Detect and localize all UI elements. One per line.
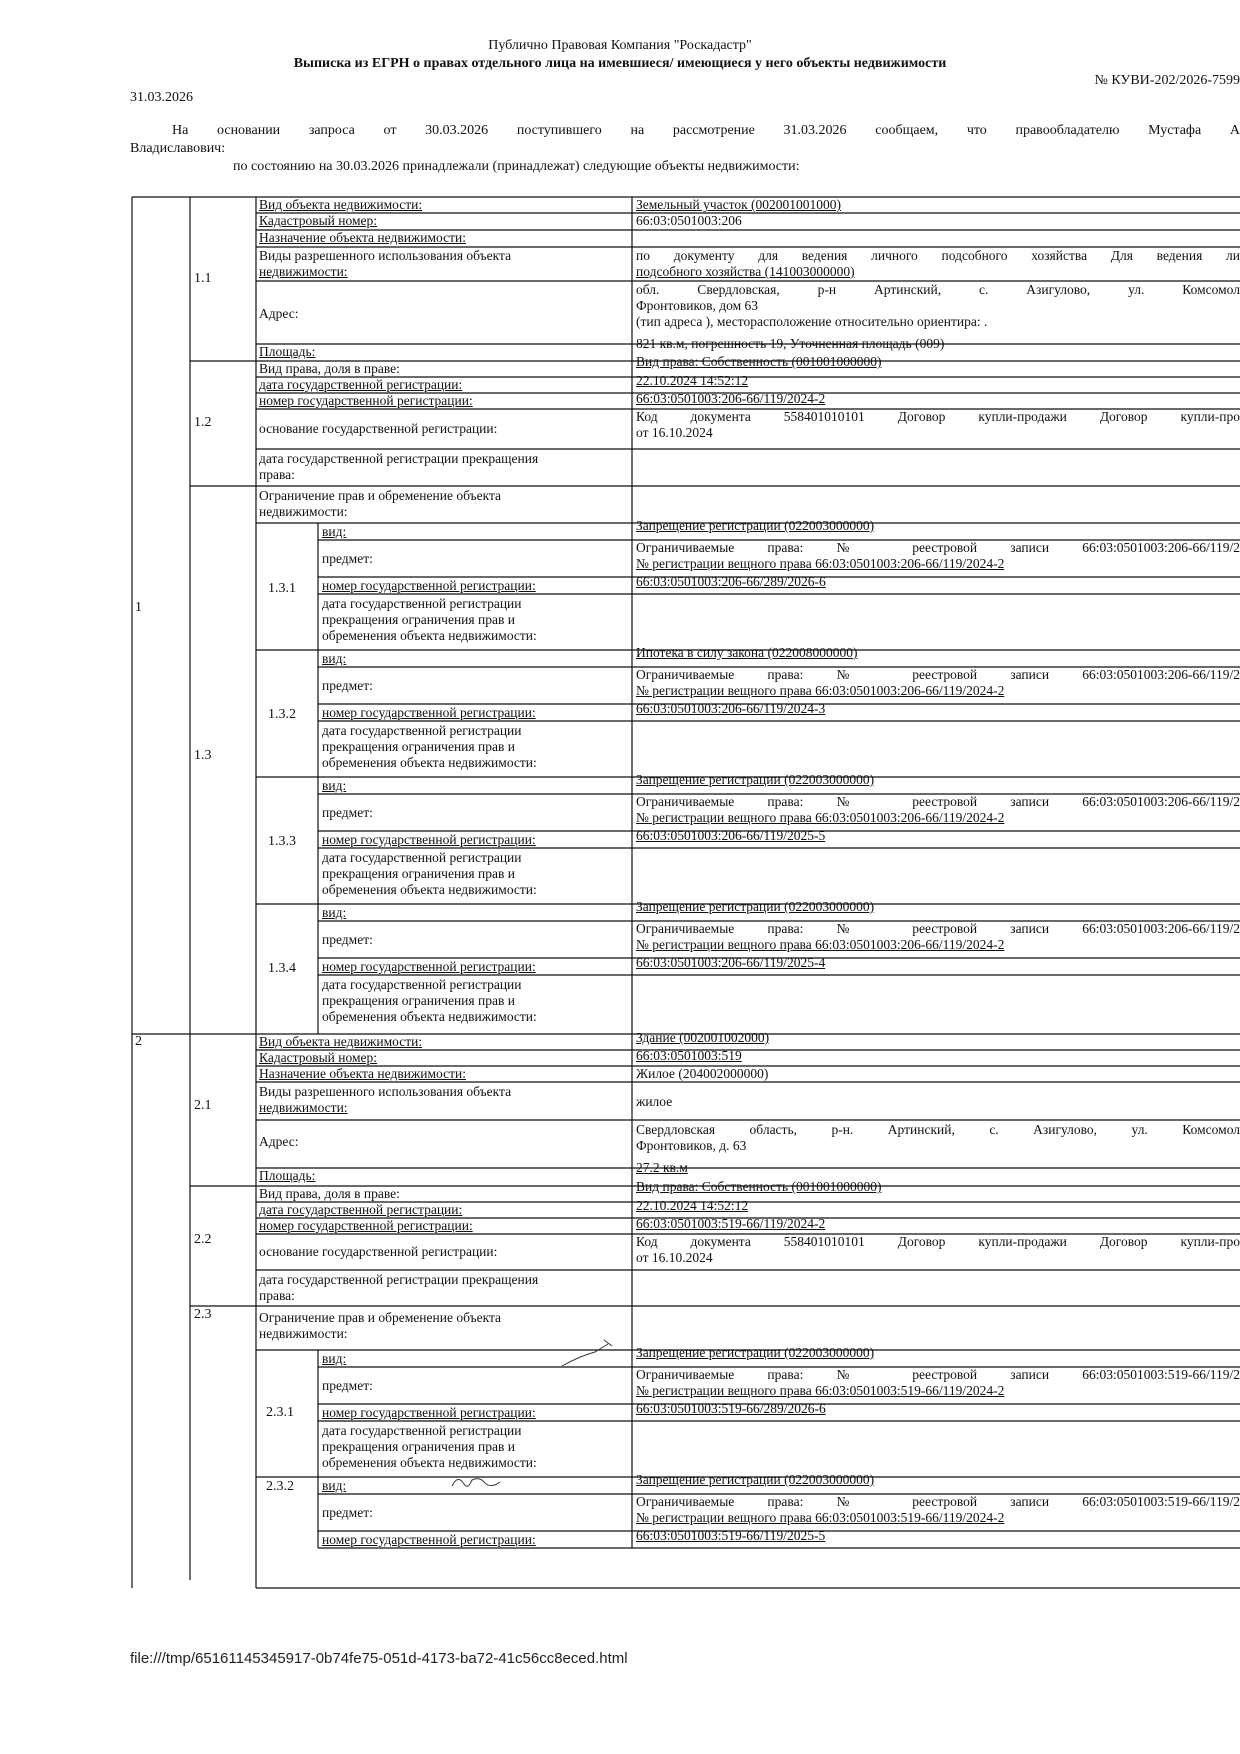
section-number: 1.3	[194, 748, 212, 763]
registration-basis-2: от 16.10.2024	[636, 425, 713, 440]
cadastral-number: 66:03:0501003:206	[636, 213, 742, 228]
label-encumbrance-reg-number: номер государственной регистрации:	[322, 832, 536, 847]
encumbrance-subject: Ограничиваемые права: № реестровой записи 66:03:0501003:206-66/119/2	[636, 540, 1240, 555]
label-encumbrance-end: дата государственной регистрации	[322, 1423, 522, 1438]
handwritten-mark	[560, 1336, 620, 1376]
label-registration-basis: основание государственной регистрации:	[259, 1244, 498, 1259]
address-line-2: Фронтовиков, дом 63	[636, 298, 758, 313]
label-termination-date-2: права:	[259, 1288, 295, 1303]
registration-basis-2: от 16.10.2024	[636, 1250, 713, 1265]
object-type: Земельный участок (002001001000)	[636, 197, 841, 212]
registration-date: 22.10.2024 14:52:12	[636, 1198, 749, 1213]
registration-basis: Код документа 558401010101 Договор купли-продажи Договор купли-про	[636, 409, 1240, 424]
label-encumbrance-2: недвижимости:	[259, 504, 348, 519]
label-encumbrance-end-2: прекращения ограничения прав и	[322, 612, 515, 627]
label-subject: предмет:	[322, 1378, 373, 1393]
label-encumbrance-end-2: прекращения ограничения прав и	[322, 866, 515, 881]
encumbrance-kind: Запрещение регистрации (022003000000)	[636, 1472, 875, 1487]
registration-number: 66:03:0501003:519-66/119/2024-2	[636, 1216, 826, 1231]
encumbrance-kind: Запрещение регистрации (022003000000)	[636, 772, 875, 787]
label-kind: вид:	[322, 1478, 347, 1493]
encumbrance-reg-number: 66:03:0501003:206-66/119/2024-3	[636, 701, 826, 716]
area: 821 кв.м, погрешность 19, Уточненная площадь (009)	[636, 336, 945, 351]
encumbrance-kind: Запрещение регистрации (022003000000)	[636, 518, 875, 533]
right-type: Вид права: Собственность (001001000000)	[636, 354, 882, 369]
label-encumbrance-reg-number: номер государственной регистрации:	[322, 959, 536, 974]
label-address: Адрес:	[259, 306, 299, 321]
encumbrance-reg-number: 66:03:0501003:519-66/119/2025-5	[636, 1528, 826, 1543]
encumbrance-subject-2: № регистрации вещного права 66:03:0501003:206-66/119/2024-2	[636, 937, 1005, 952]
label-purpose: Назначение объекта недвижимости:	[259, 230, 466, 245]
label-kind: вид:	[322, 1351, 347, 1366]
section-number: 1.2	[194, 415, 212, 430]
label-cadastral-number: Кадастровый номер:	[259, 1050, 378, 1065]
section-number: 1.1	[194, 271, 212, 286]
encumbrance-subject-2: № регистрации вещного права 66:03:0501003:206-66/119/2024-2	[636, 556, 1005, 571]
address-line-2: Фронтовиков, д. 63	[636, 1138, 747, 1153]
address-line-1: обл. Свердловская, р-н Артинский, с. Азигулово, ул. Комсомол	[636, 282, 1240, 297]
label-encumbrance-end-2: прекращения ограничения прав и	[322, 1439, 515, 1454]
encumbrance-subject: Ограничиваемые права: № реестровой записи 66:03:0501003:519-66/119/2	[636, 1367, 1240, 1382]
cadastral-number: 66:03:0501003:519	[636, 1048, 742, 1063]
purpose: Жилое (204002000000)	[636, 1066, 769, 1081]
address-line-1: Свердловская область, р-н. Артинский, с. Азигулово, ул. Комсомол	[636, 1122, 1240, 1137]
label-subject: предмет:	[322, 1505, 373, 1520]
document-number: № КУВИ-202/2026-7599	[1094, 73, 1240, 88]
encumbrance-subject-2: № регистрации вещного права 66:03:0501003:519-66/119/2024-2	[636, 1510, 1005, 1525]
registration-number: 66:03:0501003:206-66/119/2024-2	[636, 391, 826, 406]
label-encumbrance-end-3: обременения объекта недвижимости:	[322, 755, 537, 770]
label-cadastral-number: Кадастровый номер:	[259, 213, 378, 228]
label-termination-date: дата государственной регистрации прекращения	[259, 451, 539, 466]
encumbrance-kind: Ипотека в силу закона (022008000000)	[636, 645, 858, 660]
encumbrance-number: 1.3.2	[268, 707, 296, 722]
label-encumbrance-end-3: обременения объекта недвижимости:	[322, 1455, 537, 1470]
label-permitted-use: Виды разрешенного использования объекта	[259, 1084, 512, 1099]
label-permitted-use-2: недвижимости:	[259, 1100, 348, 1115]
label-registration-date: дата государственной регистрации:	[259, 377, 463, 392]
label-kind: вид:	[322, 524, 347, 539]
permitted-use-2: подсобного хозяйства (141003000000)	[636, 264, 855, 279]
label-registration-number: номер государственной регистрации:	[259, 1218, 473, 1233]
label-kind: вид:	[322, 778, 347, 793]
label-encumbrance-reg-number: номер государственной регистрации:	[322, 1532, 536, 1547]
section-number: 2.3	[194, 1307, 212, 1322]
handwritten-mark	[450, 1472, 510, 1494]
label-encumbrance-end-2: прекращения ограничения прав и	[322, 739, 515, 754]
section-number: 2.2	[194, 1232, 212, 1247]
label-encumbrance-end-3: обременения объекта недвижимости:	[322, 1009, 537, 1024]
label-area: Площадь:	[259, 344, 316, 359]
encumbrance-kind: Запрещение регистрации (022003000000)	[636, 899, 875, 914]
label-encumbrance-end-2: прекращения ограничения прав и	[322, 993, 515, 1008]
label-encumbrance-reg-number: номер государственной регистрации:	[322, 705, 536, 720]
label-encumbrance-2: недвижимости:	[259, 1326, 348, 1341]
area: 27.2 кв.м	[636, 1160, 688, 1175]
footer-url: file:///tmp/65161145345917-0b74fe75-051d-4173-ba72-41c56cc8eced.html	[130, 1650, 628, 1667]
encumbrance-number: 2.3.1	[266, 1405, 294, 1420]
label-right-type: Вид права, доля в праве:	[259, 361, 400, 376]
registration-date: 22.10.2024 14:52:12	[636, 373, 749, 388]
label-encumbrance-end: дата государственной регистрации	[322, 977, 522, 992]
label-encumbrance-end: дата государственной регистрации	[322, 850, 522, 865]
label-subject: предмет:	[322, 678, 373, 693]
label-termination-date-2: права:	[259, 467, 295, 482]
encumbrance-number: 1.3.4	[268, 961, 296, 976]
label-subject: предмет:	[322, 932, 373, 947]
encumbrance-number: 2.3.2	[266, 1479, 294, 1494]
permitted-use: по документу для ведения личного подсобного хозяйства Для ведения ли	[636, 248, 1240, 263]
registration-basis: Код документа 558401010101 Договор купли-продажи Договор купли-про	[636, 1234, 1240, 1249]
label-encumbrance-reg-number: номер государственной регистрации:	[322, 1405, 536, 1420]
encumbrance-subject: Ограничиваемые права: № реестровой записи 66:03:0501003:206-66/119/2	[636, 921, 1240, 936]
label-kind: вид:	[322, 651, 347, 666]
object-type: Здание (002001002000)	[636, 1030, 770, 1045]
encumbrance-reg-number: 66:03:0501003:519-66/289/2026-6	[636, 1401, 826, 1416]
label-termination-date: дата государственной регистрации прекращения	[259, 1272, 539, 1287]
encumbrance-subject: Ограничиваемые права: № реестровой записи 66:03:0501003:519-66/119/2	[636, 1494, 1240, 1509]
organization-name: Публично Правовая Компания "Роскадастр"	[488, 38, 752, 53]
label-registration-basis: основание государственной регистрации:	[259, 421, 498, 436]
label-object-type: Вид объекта недвижимости:	[259, 1034, 423, 1049]
encumbrance-subject-2: № регистрации вещного права 66:03:0501003:519-66/119/2024-2	[636, 1383, 1005, 1398]
section-number: 2.1	[194, 1098, 212, 1113]
label-area: Площадь:	[259, 1168, 316, 1183]
encumbrance-kind: Запрещение регистрации (022003000000)	[636, 1345, 875, 1360]
encumbrance-subject: Ограничиваемые права: № реестровой записи 66:03:0501003:206-66/119/2	[636, 794, 1240, 809]
label-encumbrance-end-3: обременения объекта недвижимости:	[322, 628, 537, 643]
label-encumbrance-end: дата государственной регистрации	[322, 723, 522, 738]
label-subject: предмет:	[322, 551, 373, 566]
label-kind: вид:	[322, 905, 347, 920]
address-line-3: (тип адреса ), месторасположение относительно ориентира: .	[636, 314, 988, 329]
encumbrance-number: 1.3.3	[268, 834, 296, 849]
encumbrance-subject-2: № регистрации вещного права 66:03:0501003:206-66/119/2024-2	[636, 683, 1005, 698]
document-date: 31.03.2026	[130, 90, 193, 105]
label-encumbrance: Ограничение прав и обременение объекта	[259, 488, 502, 503]
intro-line-1: На основании запроса от 30.03.2026 поступившего на рассмотрение 31.03.2026 сообщаем, что правообладателю Мустафа А	[172, 123, 1240, 138]
encumbrance-reg-number: 66:03:0501003:206-66/289/2026-6	[636, 574, 826, 589]
object-index: 1	[135, 600, 142, 615]
encumbrance-reg-number: 66:03:0501003:206-66/119/2025-5	[636, 828, 826, 843]
intro-line-3: по состоянию на 30.03.2026 принадлежали (принадлежат) следующие объекты недвижимости:	[233, 159, 800, 174]
label-encumbrance-end-3: обременения объекта недвижимости:	[322, 882, 537, 897]
label-encumbrance-reg-number: номер государственной регистрации:	[322, 578, 536, 593]
right-type: Вид права: Собственность (001001000000)	[636, 1179, 882, 1194]
encumbrance-subject: Ограничиваемые права: № реестровой записи 66:03:0501003:206-66/119/2	[636, 667, 1240, 682]
label-address: Адрес:	[259, 1134, 299, 1149]
label-registration-date: дата государственной регистрации:	[259, 1202, 463, 1217]
object-index: 2	[135, 1034, 142, 1049]
label-subject: предмет:	[322, 805, 373, 820]
encumbrance-reg-number: 66:03:0501003:206-66/119/2025-4	[636, 955, 826, 970]
label-object-type: Вид объекта недвижимости:	[259, 197, 423, 212]
encumbrance-subject-2: № регистрации вещного права 66:03:0501003:206-66/119/2024-2	[636, 810, 1005, 825]
document-title: Выписка из ЕГРН о правах отдельного лица на имевшиеся/ имеющиеся у него объекты недвижимости	[293, 56, 947, 71]
label-purpose: Назначение объекта недвижимости:	[259, 1066, 466, 1081]
intro-line-2: Владиславович:	[130, 141, 226, 156]
label-right-type: Вид права, доля в праве:	[259, 1186, 400, 1201]
permitted-use: жилое	[636, 1094, 673, 1109]
label-permitted-use: Виды разрешенного использования объекта	[259, 248, 512, 263]
label-encumbrance-end: дата государственной регистрации	[322, 596, 522, 611]
label-permitted-use-2: недвижимости:	[259, 264, 348, 279]
label-registration-number: номер государственной регистрации:	[259, 393, 473, 408]
encumbrance-number: 1.3.1	[268, 581, 296, 596]
label-encumbrance: Ограничение прав и обременение объекта	[259, 1310, 502, 1325]
